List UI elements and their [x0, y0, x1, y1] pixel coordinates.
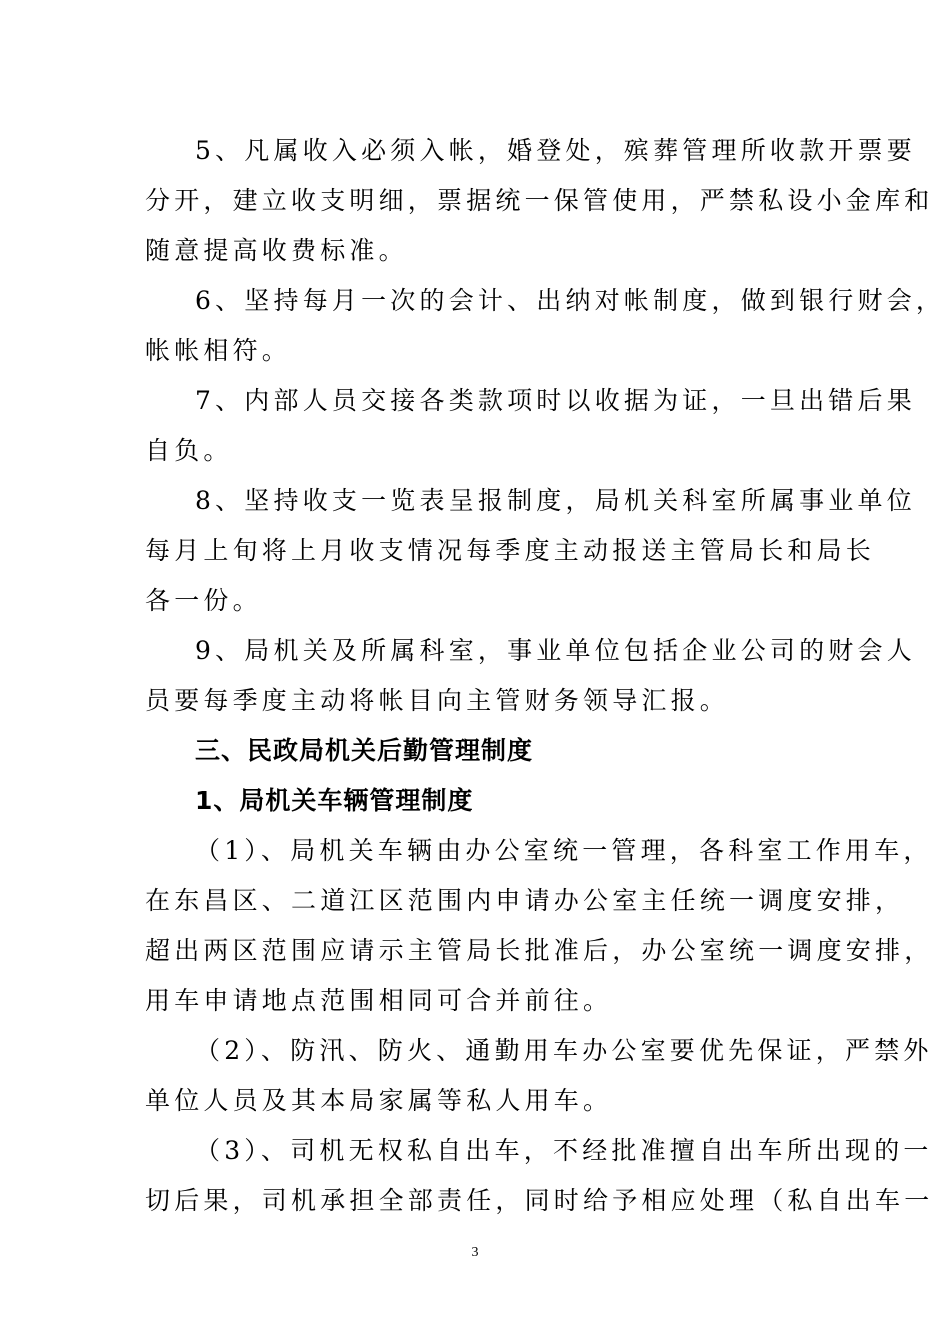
- page-number: 3: [471, 1245, 479, 1260]
- paragraph-5-line-3: 随意提高收费标准。: [145, 236, 408, 265]
- paragraph-9-line-2: 员要每季度主动将帐目向主管财务领导汇报。: [145, 686, 730, 715]
- paragraph-5-line-2: 分开，建立收支明细，票据统一保管使用，严禁私设小金库和: [145, 186, 934, 215]
- item-1-line-3: 超出两区范围应请示主管局长批准后，办公室统一调度安排，: [145, 936, 934, 965]
- item-3-line-1: （3）、司机无权私自出车，不经批准擅自出车所出现的一: [195, 1136, 933, 1165]
- paragraph-7-line-2: 自负。: [145, 436, 233, 465]
- paragraph-9-line-1: 9、局机关及所属科室，事业单位包括企业公司的财会人: [195, 636, 916, 665]
- item-2-line-2: 单位人员及其本局家属等私人用车。: [145, 1086, 613, 1115]
- item-1-line-1: （1）、局机关车辆由办公室统一管理，各科室工作用车，: [195, 836, 933, 865]
- section-heading: 三、民政局机关后勤管理制度: [195, 736, 534, 765]
- item-1-line-4: 用车申请地点范围相同可合并前往。: [145, 986, 613, 1015]
- item-2-line-1: （2）、防汛、防火、通勤用车办公室要优先保证，严禁外: [195, 1036, 933, 1065]
- paragraph-7-line-1: 7、内部人员交接各类款项时以收据为证，一旦出错后果: [195, 386, 916, 415]
- item-3-line-2: 切后果，司机承担全部责任，同时给予相应处理（私自出车一: [145, 1186, 934, 1215]
- paragraph-6-line-1: 6、坚持每月一次的会计、出纳对帐制度，做到银行财会，: [195, 286, 946, 315]
- paragraph-6-line-2: 帐帐相符。: [145, 336, 292, 365]
- paragraph-8-line-2: 每月上旬将上月收支情况每季度主动报送主管局长和局长: [145, 536, 876, 565]
- paragraph-8-line-1: 8、坚持收支一览表呈报制度，局机关科室所属事业单位: [195, 486, 916, 515]
- item-1-line-2: 在东昌区、二道江区范围内申请办公室主任统一调度安排，: [145, 886, 905, 915]
- paragraph-5-line-1: 5、凡属收入必须入帐，婚登处，殡葬管理所收款开票要: [195, 136, 916, 165]
- paragraph-8-line-3: 各一份。: [145, 586, 262, 615]
- subsection-heading: 1、局机关车辆管理制度: [195, 786, 474, 815]
